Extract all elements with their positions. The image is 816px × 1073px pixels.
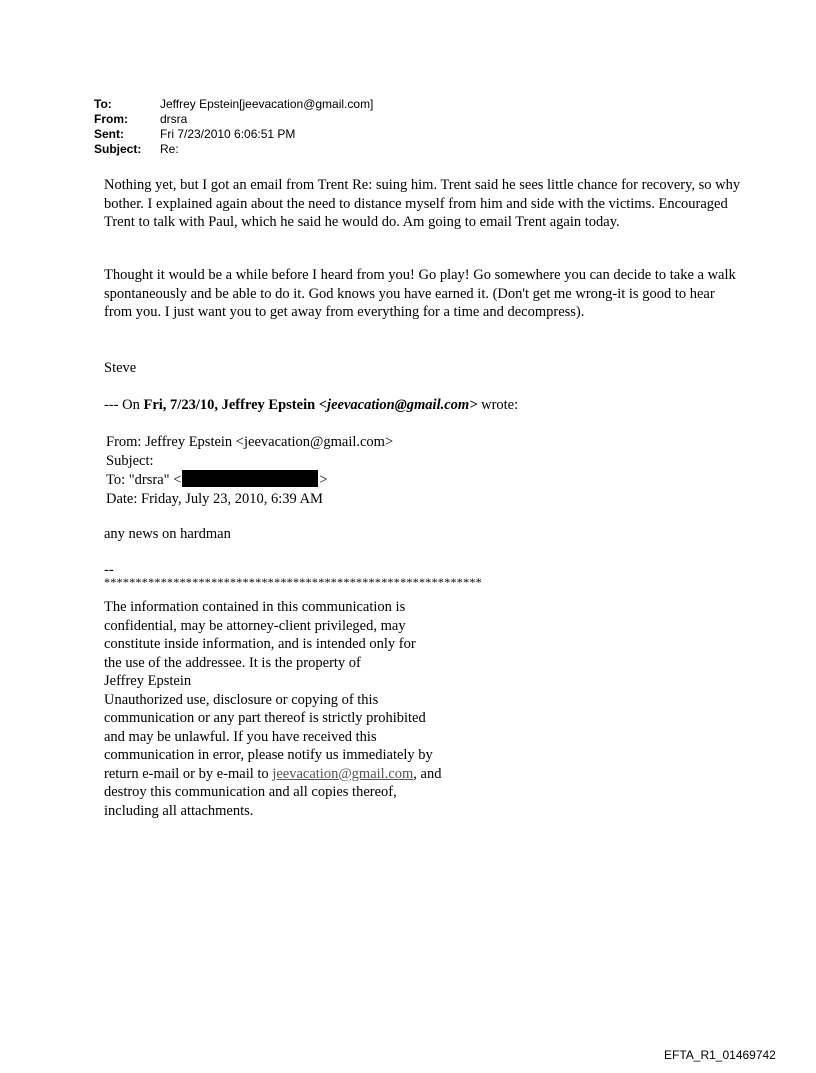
disclaimer-line: constitute inside information, and is intended only for (104, 636, 416, 652)
disclaimer-line: confidential, may be attorney-client privileged, may (104, 617, 406, 634)
forwarded-subject: Subject: (106, 452, 154, 469)
disclaimer-line: including all attachments. (104, 802, 254, 819)
quote-suffix: wrote: (477, 397, 519, 413)
redaction-box (182, 470, 318, 487)
header-to-row (94, 97, 373, 112)
body-paragraph-1: Nothing yet, but I got an email from Trent Re: suing him. Trent said he sees little chance for recovery, so why bother. I explained again about the need to distance myself from him and side with the victims. Encouraged Trent to talk with Paul, which he said he would do. Am going to email Trent again today. (104, 177, 741, 230)
asterisk-divider: ************************************************************ (104, 575, 482, 589)
disclaimer-line: destroy this communication and all copies thereof, (104, 784, 397, 800)
return-prefix: return e-mail or by e-mail to (104, 765, 273, 782)
quote-prefix: --- On (104, 397, 144, 413)
disclaimer-line: communication in error, please notify us immediately by (104, 747, 433, 763)
sent-label: Sent: (94, 127, 124, 141)
forwarded-date: Date: Friday, July 23, 2010, 6:39 AM (106, 490, 323, 507)
subject-value: Re: (160, 142, 179, 156)
quote-date: Fri, 7/23/10, Jeffrey Epstein (143, 397, 319, 413)
forwarded-to (106, 470, 746, 490)
disclaimer-line: communication or any part thereof is strictly prohibited (104, 710, 426, 726)
disclaimer-line: The information contained in this communication is (104, 599, 406, 615)
disclaimer-line: the use of the addressee. It is the property of (104, 654, 361, 671)
return-suffix: , and (413, 765, 442, 782)
email-link[interactable]: jeevacation@gmail.com (272, 765, 414, 782)
disclaimer-line: Unauthorized use, disclosure or copying of this (104, 691, 379, 708)
forwarded-to-prefix: To: "drsra" < (106, 472, 182, 488)
header-from-row (94, 112, 373, 127)
quote-email: <jeevacation@gmail.com> (318, 397, 478, 413)
disclaimer-line: and may be unlawful. If you have received this (104, 728, 377, 745)
quote-attribution (104, 396, 744, 415)
header-subject-row (94, 142, 373, 157)
confidentiality-disclaimer (104, 598, 504, 820)
subject-label: Subject: (94, 142, 142, 156)
signature-dashes: -- (104, 562, 114, 578)
to-label: To: (94, 97, 112, 111)
to-value: Jeffrey Epstein[jeevacation@gmail.com] (160, 97, 374, 111)
document-id: EFTA_R1_01469742 (664, 1048, 776, 1062)
from-value: drsra (160, 112, 188, 126)
body-paragraph-2: Thought it would be a while before I heard from you! Go play! Go somewhere you can decide to take a walk spontaneously and be able to do it. God knows you have earned it. (Don't get me wrong-it is good to hear from you. I just want you to get away from everything for a time and decompress). (104, 267, 736, 320)
sent-value: Fri 7/23/2010 6:06:51 PM (160, 127, 296, 141)
forwarded-from: From: Jeffrey Epstein <jeevacation@gmail.com> (106, 434, 394, 450)
forwarded-message: any news on hardman (104, 526, 231, 542)
disclaimer-return-line (104, 765, 504, 784)
disclaimer-line: Jeffrey Epstein (104, 673, 192, 689)
forwarded-to-suffix: > (319, 472, 328, 488)
header-sent-row (94, 127, 373, 142)
forwarded-header (106, 433, 746, 508)
signature: Steve (104, 360, 137, 376)
from-label: From: (94, 112, 128, 126)
email-header (94, 97, 373, 157)
